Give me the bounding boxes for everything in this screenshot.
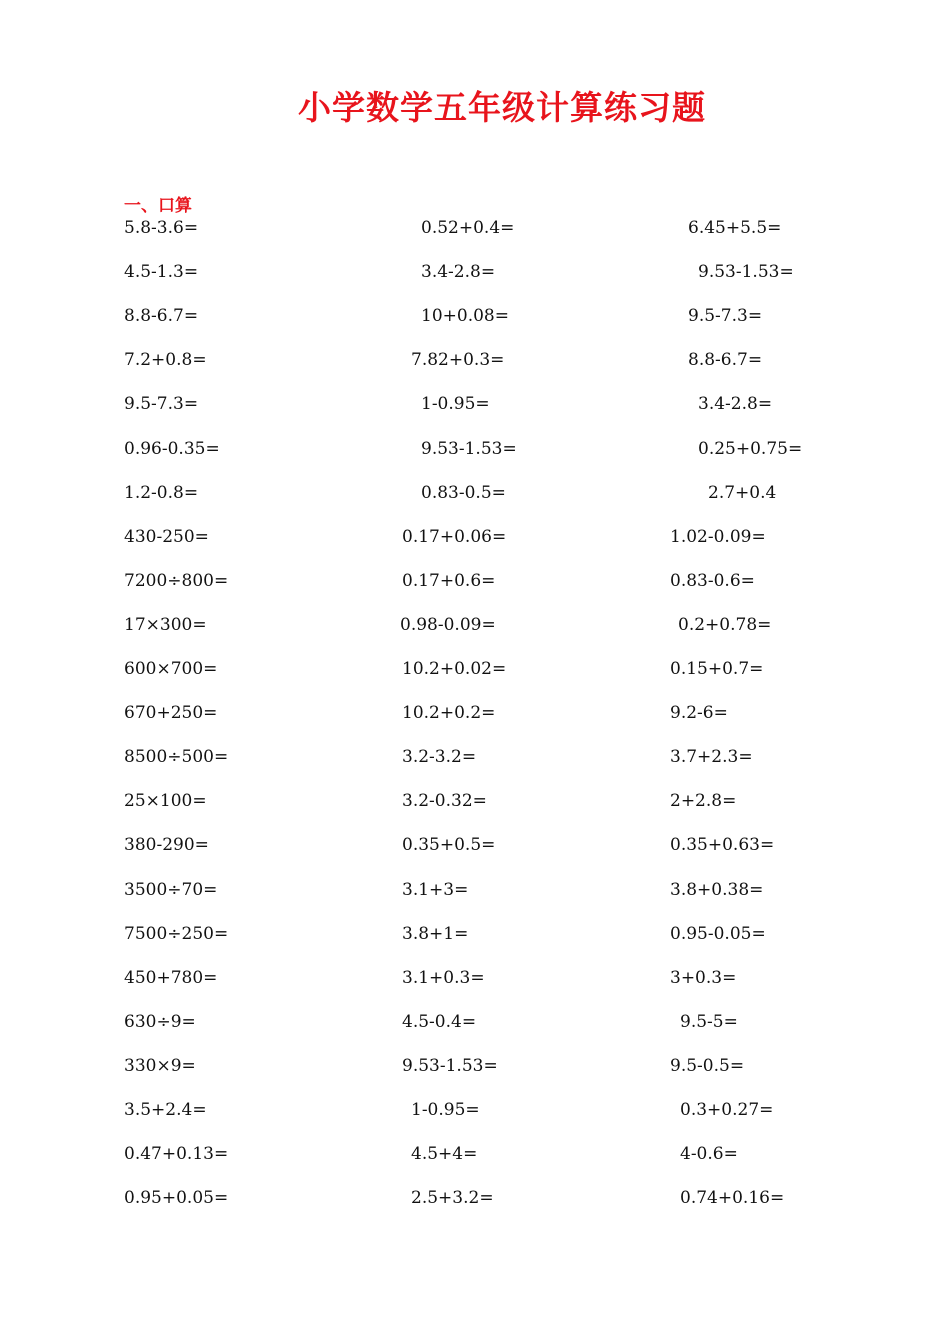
problem-item: 10+0.08= xyxy=(421,306,509,326)
problem-item: 2.5+3.2= xyxy=(411,1188,494,1208)
problem-item: 25×100= xyxy=(124,791,207,811)
problem-item: 9.5-5= xyxy=(680,1012,738,1032)
problem-item: 0.35+0.5= xyxy=(402,835,496,855)
problem-item: 630÷9= xyxy=(124,1012,196,1032)
problem-item: 9.2-6= xyxy=(670,703,728,723)
problem-item: 0.98-0.09= xyxy=(400,615,496,635)
problem-item: 0.25+0.75= xyxy=(698,439,803,459)
problem-item: 3.7+2.3= xyxy=(670,747,753,767)
problem-item: 7200÷800= xyxy=(124,571,229,591)
problem-item: 670+250= xyxy=(124,703,218,723)
problem-item: 600×700= xyxy=(124,659,218,679)
problem-item: 8.8-6.7= xyxy=(688,350,763,370)
problem-item: 0.83-0.5= xyxy=(421,483,506,503)
problem-item: 2+2.8= xyxy=(670,791,737,811)
problem-item: 9.5-0.5= xyxy=(670,1056,745,1076)
problem-item: 3.1+3= xyxy=(402,880,469,900)
problem-item: 450+780= xyxy=(124,968,218,988)
problem-item: 3.2-0.32= xyxy=(402,791,487,811)
problem-item: 17×300= xyxy=(124,615,207,635)
problem-item: 10.2+0.2= xyxy=(402,703,496,723)
problem-item: 1.02-0.09= xyxy=(670,527,766,547)
problem-item: 9.53-1.53= xyxy=(421,439,517,459)
problem-item: 1-0.95= xyxy=(411,1100,480,1120)
problem-item: 0.83-0.6= xyxy=(670,571,755,591)
problem-item: 10.2+0.02= xyxy=(402,659,507,679)
problem-item: 9.53-1.53= xyxy=(698,262,794,282)
problem-item: 6.45+5.5= xyxy=(688,218,782,238)
problem-item: 3.2-3.2= xyxy=(402,747,477,767)
problem-item: 0.15+0.7= xyxy=(670,659,764,679)
problem-item: 8.8-6.7= xyxy=(124,306,199,326)
problem-item: 3+0.3= xyxy=(670,968,737,988)
problem-item: 0.52+0.4= xyxy=(421,218,515,238)
problem-item: 4.5-1.3= xyxy=(124,262,199,282)
problem-item: 330×9= xyxy=(124,1056,196,1076)
problem-item: 0.2+0.78= xyxy=(678,615,772,635)
problem-item: 8500÷500= xyxy=(124,747,229,767)
problem-item: 0.47+0.13= xyxy=(124,1144,229,1164)
problem-item: 0.17+0.06= xyxy=(402,527,507,547)
section-heading: 一、口算 xyxy=(124,196,192,216)
problem-item: 3.4-2.8= xyxy=(421,262,496,282)
problem-item: 3.4-2.8= xyxy=(698,394,773,414)
problem-item: 0.35+0.63= xyxy=(670,835,775,855)
problem-item: 430-250= xyxy=(124,527,209,547)
problem-item: 3.5+2.4= xyxy=(124,1100,207,1120)
problem-item: 5.8-3.6= xyxy=(124,218,199,238)
problem-item: 3.8+0.38= xyxy=(670,880,764,900)
problem-item: 7500÷250= xyxy=(124,924,229,944)
problem-item: 9.5-7.3= xyxy=(124,394,199,414)
problem-item: 3.8+1= xyxy=(402,924,469,944)
problem-item: 4.5-0.4= xyxy=(402,1012,477,1032)
page-title: 小学数学五年级计算练习题 xyxy=(298,88,706,127)
problem-item: 0.17+0.6= xyxy=(402,571,496,591)
problem-item: 0.95+0.05= xyxy=(124,1188,229,1208)
problem-item: 1-0.95= xyxy=(421,394,490,414)
problem-item: 0.74+0.16= xyxy=(680,1188,785,1208)
problem-item: 4-0.6= xyxy=(680,1144,738,1164)
problem-item: 2.7+0.4 xyxy=(708,483,777,503)
problem-item: 0.3+0.27= xyxy=(680,1100,774,1120)
problem-item: 1.2-0.8= xyxy=(124,483,199,503)
problem-item: 7.82+0.3= xyxy=(411,350,505,370)
problem-item: 380-290= xyxy=(124,835,209,855)
problem-item: 4.5+4= xyxy=(411,1144,478,1164)
problem-item: 3500÷70= xyxy=(124,880,218,900)
problem-item: 7.2+0.8= xyxy=(124,350,207,370)
problem-item: 9.53-1.53= xyxy=(402,1056,498,1076)
problem-item: 9.5-7.3= xyxy=(688,306,763,326)
problem-item: 3.1+0.3= xyxy=(402,968,485,988)
problem-item: 0.96-0.35= xyxy=(124,439,220,459)
problem-item: 0.95-0.05= xyxy=(670,924,766,944)
